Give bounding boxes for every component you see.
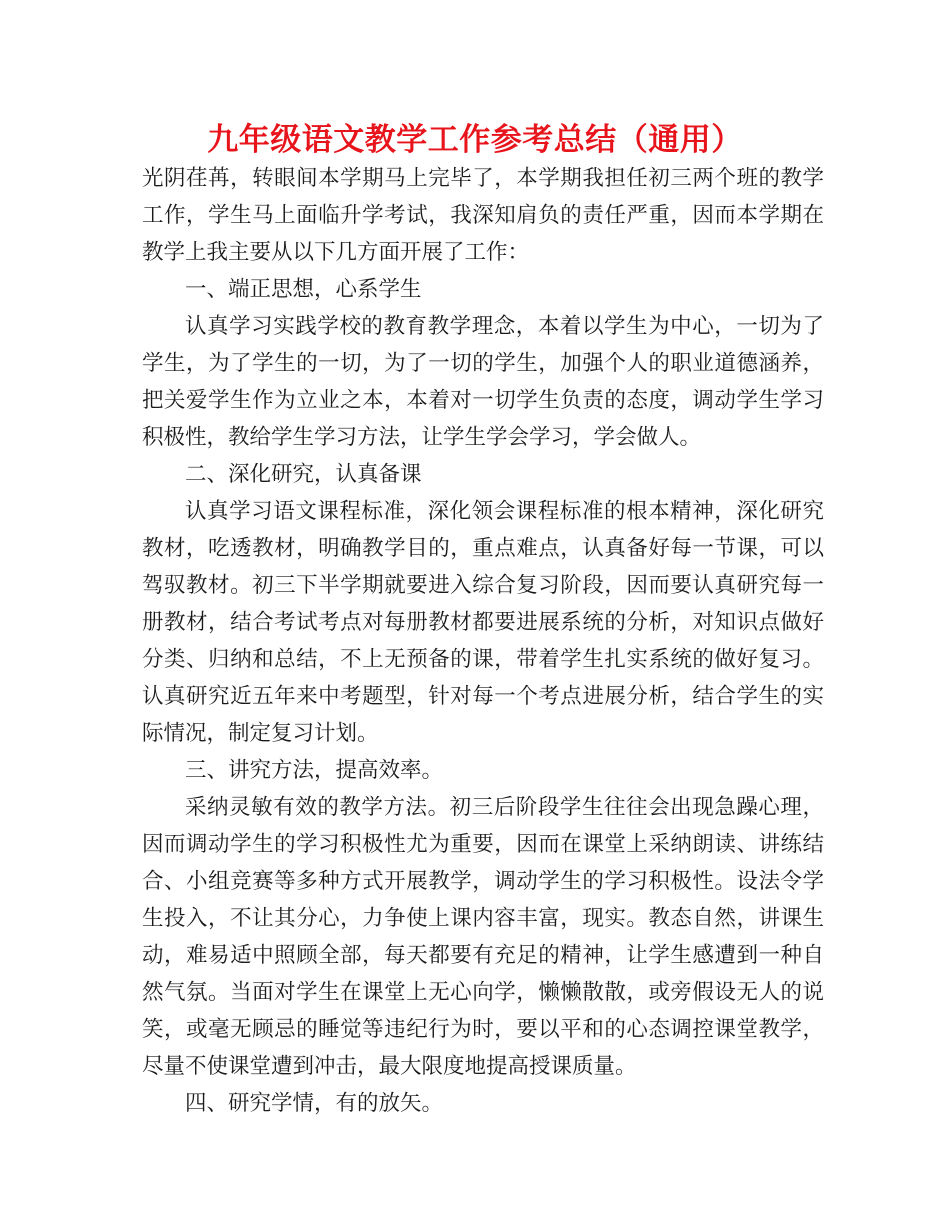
section-body-3: 采纳灵敏有效的教学方法。初三后阶段学生往往会出现急躁心理，因而调动学生的学习积极性尤为重要，因而在课堂上采纳朗读、讲练结合、小组竞赛等多种方式开展教学，调动学生的学习积极性。设法令学生投入，不让其分心，力争使上课内容丰富，现实。教态自然，讲课生动，难易适中照顾全部，每天都要有充足的精神，让学生感遭到一种自然气氛。当面对学生在课堂上无心向学，懒懒散散，或旁假设无人的说笑，或毫无顾忌的睡觉等违纪行为时，要以平和的心态调控课堂教学，尽量不使课堂遭到冲击，最大限度地提高授课质量。 [142,795,824,1079]
section-heading-3: 三、讲究方法，提高效率。 [185,758,444,783]
intro-paragraph: 光阴荏苒，转眼间本学期马上完毕了，本学期我担任初三两个班的教学工作，学生马上面临升学考试，我深知肩负的责任严重，因而本学期在教学上我主要从以下几方面开展了工作： [142,166,824,265]
section-body-1: 认真学习实践学校的教育教学理念，本着以学生为中心，一切为了学生，为了学生的一切，为了一切的学生，加强个人的职业道德涵养，把关爱学生作为立业之本，本着对一切学生负责的态度，调动学生学习积极性，教给学生学习方法，让学生学会学习，学会做人。 [142,314,824,450]
page-title: 九年级语文教学工作参考总结（通用） [207,122,743,158]
document-body [142,160,824,1122]
section-body-2: 认真学习语文课程标准，深化领会课程标准的根本精神，深化研究教材，吃透教材，明确教学目的，重点难点，认真备好每一节课，可以驾驭教材。初三下半学期就要进入综合复习阶段，因而要认真研究每一册教材，结合考试考点对每册教材都要进展系统的分析，对知识点做好分类、归纳和总结，不上无预备的课，带着学生扎实系统的做好复习。认真研究近五年来中考题型，针对每一个考点进展分析，结合学生的实际情况，制定复习计划。 [142,499,824,746]
section-heading-4: 四、研究学情，有的放矢。 [185,1091,444,1116]
section-heading-2: 二、深化研究，认真备课 [185,462,422,487]
section-heading-1: 一、端正思想，心系学生 [185,277,422,302]
